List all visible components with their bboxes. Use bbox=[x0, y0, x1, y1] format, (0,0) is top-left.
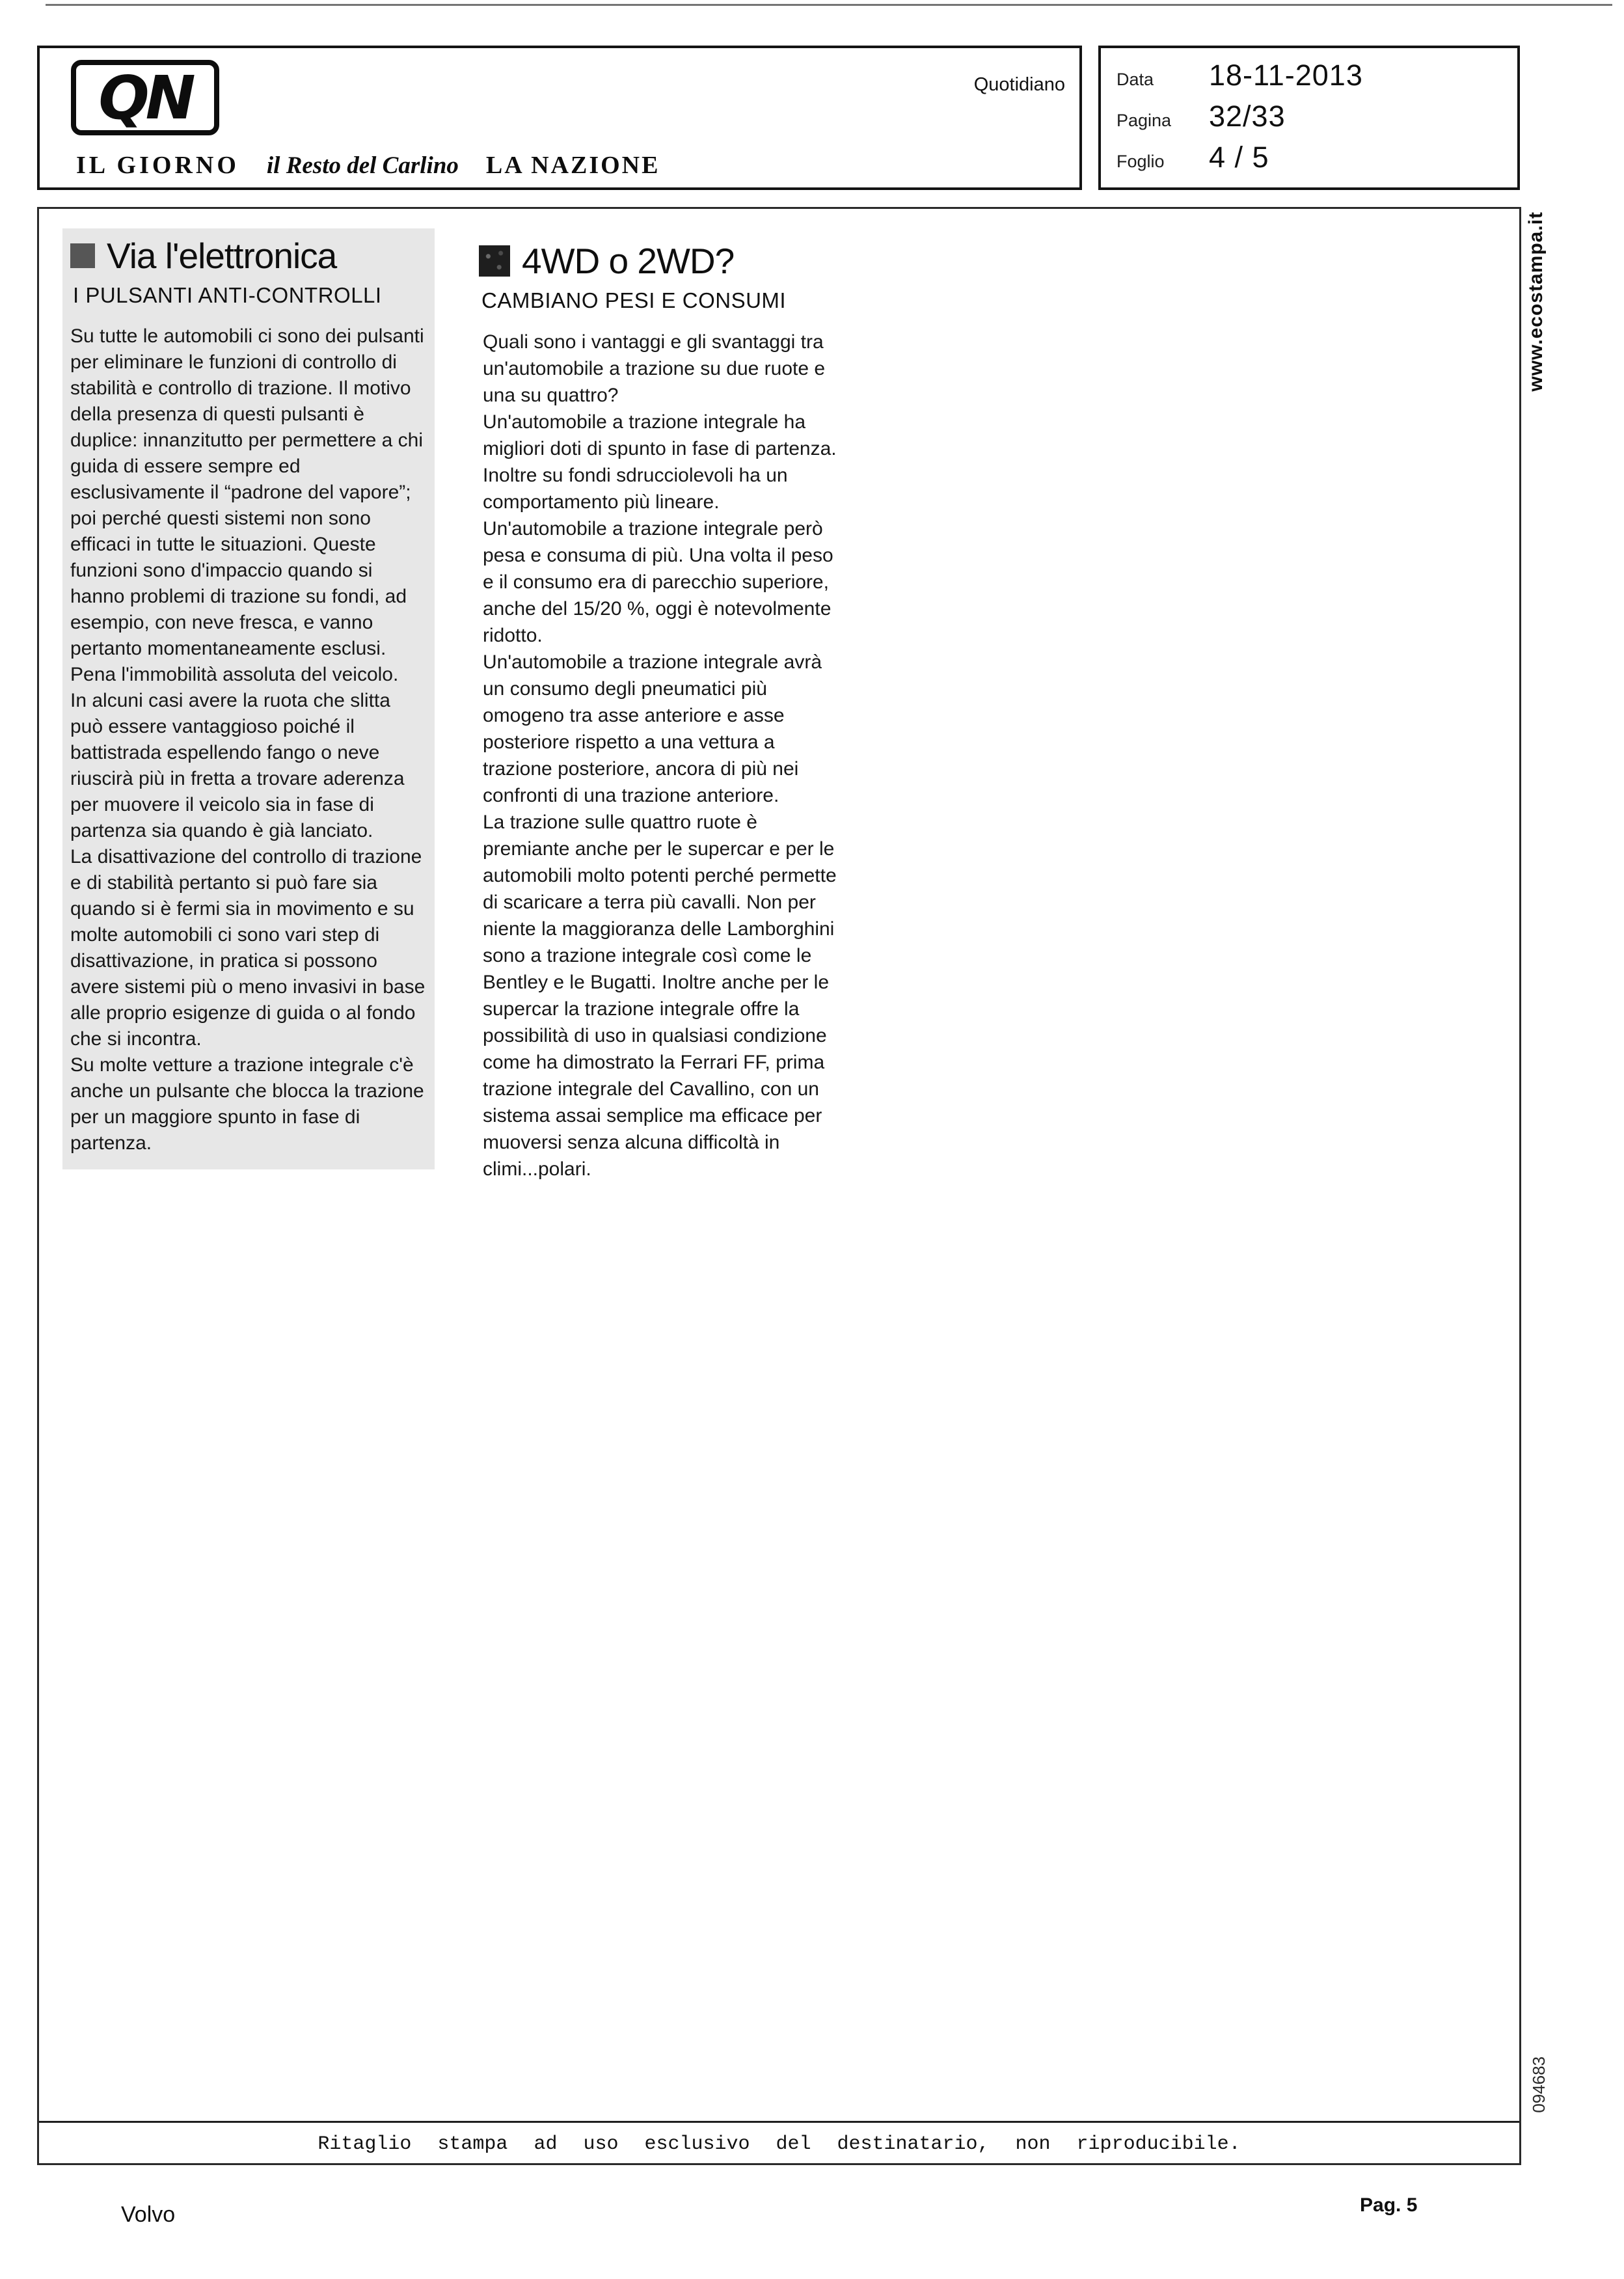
logo-la-nazione: LA NAZIONE bbox=[485, 152, 660, 179]
article-left-title-row bbox=[70, 235, 427, 277]
data-value: 18-11-2013 bbox=[1209, 59, 1363, 92]
article-paragraph: Su tutte le automobili ci sono dei pulsanti per eliminare le funzioni di controllo di stabilità e controllo di trazione. Il motivo della presenza di questi pulsanti è duplice: innanzitutto per permettere a chi guida di essere sempre ed esclusivamente il “padrone del vapore”; poi perché questi sistemi non sono efficaci in tutte le situazioni. Queste funzioni sono d'impaccio quando si hanno problemi di trazione su fondi, ad esempio, con neve fresca, e vanno pertanto momentaneamente esclusi. Pena l'immobilità assoluta del veicolo. bbox=[70, 325, 424, 685]
article-paragraph: Quali sono i vantaggi e gli svantaggi tra un'automobile a trazione su due ruote e una su quattro? bbox=[483, 331, 826, 406]
article-paragraph: La trazione sulle quattro ruote è premiante anche per le supercar e per le automobili molto potenti perché permette di scaricare a terra più cavalli. Non per niente la maggioranza delle Lamborghini sono a trazione integrale così come le Bentley e le Bugatti. Inoltre anche per le supercar la trazione integrale offre la possibilità di uso in qualsiasi condizione come ha dimostrato la Ferrari FF, prima trazione integrale del Cavallino, con un sistema assai semplice ma efficace per muoversi senza alcuna difficoltà in climi...polari. bbox=[483, 812, 837, 1180]
article-right-title-row bbox=[479, 240, 856, 282]
foglio-value: 4 / 5 bbox=[1209, 141, 1269, 174]
ecostampa-code-vertical: 094683 bbox=[1529, 2056, 1549, 2113]
info-row-foglio bbox=[1116, 141, 1517, 182]
article-left-title: Via l'elettronica bbox=[107, 236, 337, 276]
qn-logo bbox=[71, 60, 219, 135]
qn-logo-text: QN bbox=[98, 62, 192, 133]
article-paragraph: Su molte vetture a trazione integrale c'è anche un pulsante che blocca la trazione per un maggiore spunto in fase di partenza. bbox=[70, 1054, 424, 1154]
article-paragraph: La disattivazione del controllo di trazione e di stabilità pertanto si può fare sia quando si è fermi sia in movimento e su molte automobili ci sono vari step di disattivazione, in pratica si possono avere sistemi più o meno invasivi in base alle proprio esigenze di guida o al fondo che si incontra. bbox=[70, 846, 426, 1050]
article-right-subtitle: CAMBIANO PESI E CONSUMI bbox=[481, 288, 787, 312]
logo-resto-del-carlino: il Resto del Carlino bbox=[266, 152, 459, 179]
client-name-label: Volvo bbox=[121, 2202, 176, 2227]
info-row-pagina bbox=[1116, 100, 1517, 141]
article-via-elettronica bbox=[62, 228, 435, 1169]
masthead-box bbox=[37, 46, 1082, 190]
article-right-body bbox=[483, 329, 848, 1182]
logo-il-giorno: IL GIORNO bbox=[76, 152, 239, 179]
square-bullet-icon bbox=[70, 243, 95, 268]
article-paragraph: In alcuni casi avere la ruota che slitta può essere vantaggioso poiché il battistrada espellendo fango o neve riuscirà più in fretta a trovare aderenza per muovere il veicolo sia in fase di partenza sia quando è già lanciato. bbox=[70, 690, 405, 841]
data-label: Data bbox=[1116, 70, 1154, 89]
article-paragraph: Un'automobile a trazione integrale avrà un consumo degli pneumatici più omogeno tra asse anteriore e asse posteriore rispetto a una vettura a trazione posteriore, ancora di più nei confronti di una trazione anteriore. bbox=[483, 651, 822, 806]
clipping-content-box bbox=[37, 207, 1521, 2165]
article-left-body bbox=[70, 323, 427, 1156]
publication-type-label: Quotidiano bbox=[973, 74, 1065, 95]
ecostampa-url-vertical: www.ecostampa.it bbox=[1525, 212, 1547, 392]
article-logo-icon bbox=[479, 245, 510, 277]
newspaper-names bbox=[76, 151, 660, 180]
article-left-subtitle: I PULSANTI ANTI-CONTROLLI bbox=[73, 283, 382, 307]
article-paragraph: Un'automobile a trazione integrale ha migliori doti di spunto in fase di partenza. Inoltre su fondi sdrucciolevoli ha un comportamento più lineare. Un'automobile a trazione integrale però pesa e consuma di più. Una volta il peso e il consumo era di parecchio superiore, anche del 15/20 %, oggi è notevolmente ridotto. bbox=[483, 411, 837, 646]
info-row-data bbox=[1116, 59, 1517, 100]
page-number-label: Pag. 5 bbox=[1360, 2194, 1418, 2216]
article-right-title: 4WD o 2WD? bbox=[522, 241, 735, 281]
pagina-value: 32/33 bbox=[1209, 100, 1286, 133]
scan-edge-line bbox=[46, 4, 1612, 6]
clipping-info-box bbox=[1098, 46, 1520, 190]
article-4wd-2wd bbox=[479, 240, 856, 1182]
pagina-label: Pagina bbox=[1116, 111, 1172, 130]
footer-divider-line bbox=[39, 2121, 1519, 2123]
ritaglio-disclaimer: Ritaglio stampa ad uso esclusivo del destinatario, non riproducibile. bbox=[318, 2133, 1241, 2155]
foglio-label: Foglio bbox=[1116, 152, 1165, 171]
